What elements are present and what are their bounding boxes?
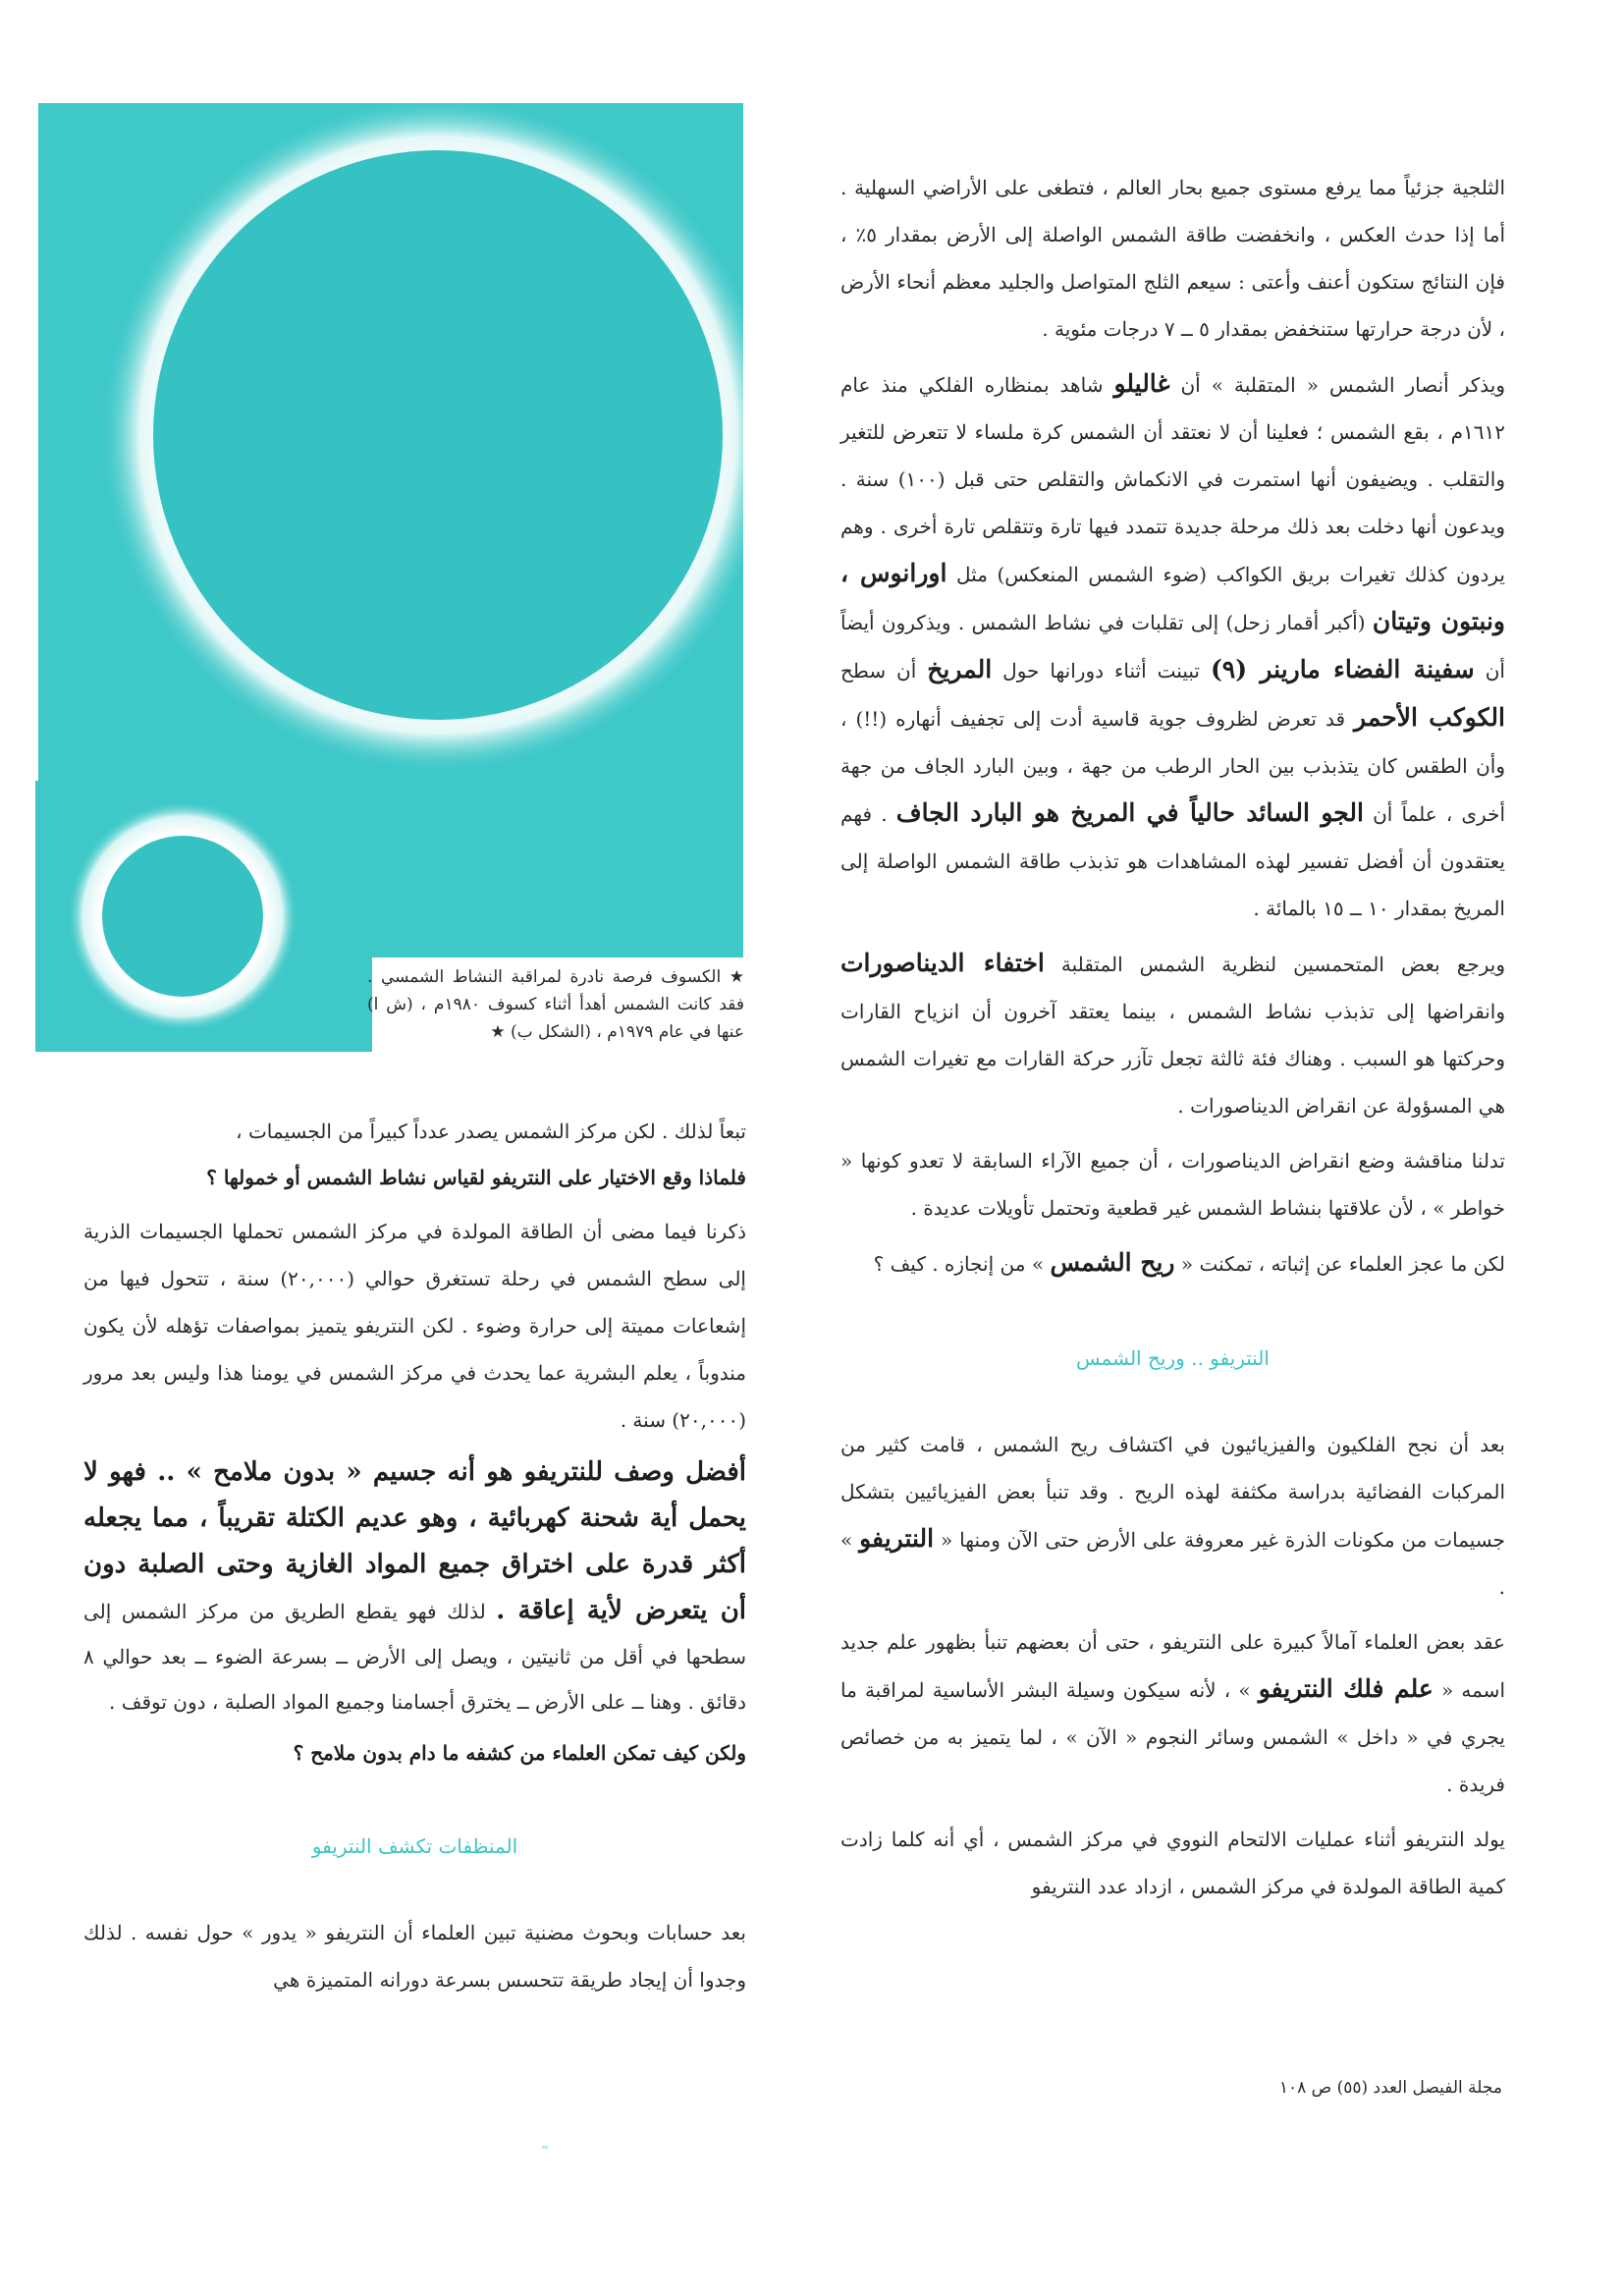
eclipse-photos <box>35 103 743 1056</box>
keyword-neutrino: النتريفو <box>859 1524 935 1553</box>
eclipse-figure <box>35 103 743 1056</box>
right-paragraph-2: ويذكر أنصار الشمس « المتقلبة » أن غاليلو شاهد بمنظاره الفلكي منذ عام ١٦١٢م ، بقع الشمس ؛ فعلينا أن لا نعتقد أن الشمس كرة ملساء لا تتعرض للتغير والتقلب . ويضيفون أنها استمرت في الانكماش والتقلص حتى قبل (١٠٠) سنة . ويدعون أنها دخلت بعد ذلك مرحلة جديدة تتمدد فيها تارة وتتقلص تارة أخرى . وهم يردون كذلك تغيرات بريق الكواكب (ضوء الشمس المنعكس) مثل اورانوس ، ونبتون وتيتان (أكبر أقمار زحل) إلى تقلبات في نشاط الشمس . ويذكرون أيضاً أن سفينة الفضاء مارينر (٩) تبينت أثناء دورانها حول المريخ أن سطح الكوكب الأحمر قد تعرض لظروف جوية قاسية أدت إلى تجفيف أنهاره (!!) ، وأن الطقس كان يتذبذب بين الحار الرطب من جهة ، وبين البارد الجاف من جهة أخرى ، علماً أن الجو السائد حالياً في المريخ هو البارد الجاف . فهم يعتقدون أن أفضل تفسير لهذه المشاهدات هو تذبذب طاقة الشمس الواصلة إلى المريخ بمقدار ١٠ ــ ١٥ بالمائة . <box>840 369 1506 920</box>
section-heading-detergents: المنظفات تكشف النتريفو <box>311 1834 518 1858</box>
left-paragraph-1: تبعاً لذلك . لكن مركز الشمس يصدر عدداً كبيراً من الجسيمات ، <box>236 1120 746 1143</box>
right-paragraph-5: لكن ما عجز العلماء عن إثباته ، تمكنت « ريح الشمس » من إنجازه . كيف ؟ <box>873 1248 1505 1277</box>
left-paragraph-3: أفضل وصف للنتريفو هو أنه جسيم « بدون ملامح » .. فهو لا يحمل أية شحنة كهربائية ، وهو عديم الكتلة تقريباً ، مما يجعله أكثر قدرة على اختراق جميع المواد الغازية وحتى الصلبة دون أن يتعرض لأية إعاقة . لذلك فهو يقطع الطريق من مركز الشمس إلى سطحها في أقل من ثانيتين ، ويصل إلى الأرض ــ بسرعة الضوء ــ بعد حوالي ٨ دقائق . وهنا ــ على الأرض ــ يخترق أجسامنا وجميع المواد الصلبة ، دون توقف . <box>83 1457 747 1714</box>
section-heading-neutrino-solar-wind: النتريفو .. وريح الشمس <box>1076 1346 1270 1370</box>
figure-caption: ★ الكسوف فرصة نادرة لمراقبة النشاط الشمسي . فقد كانت الشمس أهدأ أثناء كسوف ١٩٨٠م ، (ش ا) عنها في عام ١٩٧٩م ، (الشكل ب) ★ <box>367 967 744 1042</box>
left-question-1: فلماذا وقع الاختيار على النتريفو لقياس نشاط الشمس أو خمولها ؟ <box>206 1166 746 1189</box>
keyword-galileo: غاليلو <box>1113 369 1170 398</box>
right-column <box>840 164 1505 1910</box>
keyword-planets: اورانوس ، ونبتون وتيتان <box>840 559 1505 635</box>
page-footer: مجلة الفيصل العدد (٥٥) ص ١٠٨ <box>1278 2078 1502 2098</box>
left-paragraph-2: ذكرنا فيما مضى أن الطاقة المولدة في مركز الشمس تحملها الجسيمات الذرية إلى سطح الشمس في رحلة تستغرق حوالي (٢٠,٠٠٠) سنة ، تتحول فيها من إشعاعات مميتة إلى حرارة وضوء . لكن النتريفو يتميز بمواصفات تؤهله لأن يكون مندوباً ، يعلم البشرية عما يحدث في مركز الشمس في يومنا هذا وليس بعد مرور (٢٠,٠٠٠) سنة . <box>83 1220 746 1432</box>
right-paragraph-8: يولد النتريفو أثناء عمليات الالتحام النووي في مركز الشمس ، أي أنه كلما زادت كمية الطاقة المولدة في مركز الشمس ، ازداد عدد النتريفو <box>840 1828 1505 1898</box>
right-paragraph-3: ويرجع بعض المتحمسين لنظرية الشمس المتقلبة اختفاء الديناصورات وانقراضها إلى تذبذب نشاط الشمس ، بينما يعتقد آخرون أن انزياح القارات وحركتها هو السبب . وهناك فئة ثالثة تجعل تآزر حركة القارات مع تغيرات الشمس هي المسؤولة عن انقراض الديناصورات . <box>840 949 1505 1118</box>
keyword-mars-climate: الجو السائد حالياً في المريخ هو البارد الجاف <box>895 798 1364 827</box>
keyword-mars: المريخ <box>927 655 993 683</box>
right-paragraph-6: بعد أن نجح الفلكيون والفيزيائيون في اكتشاف ريح الشمس ، قامت كثير من المركبات الفضائية بدراسة مكثفة لهذه الريح . وقد تنبأ بعض الفيزيائيين بتشكل جسيمات من مكونات الذرة غير معروفة على الأرض حتى الآن ومنها « النتريفو » . <box>840 1433 1505 1599</box>
right-paragraph-1: الثلجية جزئياً مما يرفع مستوى جميع بحار العالم ، فتطغى على الأراضي السهلية . أما إذا حدث العكس ، وانخفضت طاقة الشمس الواصلة إلى الأرض بمقدار ٥٪ ، فإن النتائج ستكون أعنف وأعتى : سيعم الثلج المتواصل والجليد معظم أنحاء الأرض ، لأن درجة حرارتها ستنخفض بمقدار ٥ ــ ٧ درجات مئوية . <box>840 176 1506 341</box>
keyword-red-planet: الكوكب الأحمر <box>1354 703 1505 732</box>
left-column <box>83 1108 746 2003</box>
small-sun-disk <box>102 836 263 997</box>
keyword-mariner: سفينة الفضاء مارينر (٩) <box>1210 655 1475 683</box>
left-question-2: ولكن كيف تمكن العلماء من كشفه ما دام بدون ملامح ؟ <box>293 1741 746 1765</box>
keyword-dinosaurs: اختفاء الديناصورات <box>840 949 1045 977</box>
right-paragraph-4: تدلنا مناقشة وضع انقراض الديناصورات ، أن جميع الآراء السابقة لا تعدو كونها « خواطر » ، لأن علاقتها بنشاط الشمس غير قطعية وتحتمل تأويلات عديدة . <box>840 1149 1505 1220</box>
right-paragraph-7: عقد بعض العلماء آمالاً كبيرة على النتريفو ، حتى أن بعضهم تنبأ بظهور علم جديد اسمه « علم فلك النتريفو » ، لأنه سيكون وسيلة البشر الأساسية لمراقبة ما يجري في « داخل » الشمس وسائر النجوم « الآن » ، لما يتميز به من خصائص فريدة . <box>840 1630 1505 1796</box>
print-speck <box>542 2146 548 2149</box>
keyword-neutrino-astronomy: علم فلك النتريفو <box>1258 1674 1434 1703</box>
left-paragraph-5: بعد حسابات وبحوث مضنية تبين العلماء أن النتريفو « يدور » حول نفسه . لذلك وجدوا أن إيجاد طريقة تتحسس بسرعة دورانه المتميزة هي <box>83 1921 746 1992</box>
large-sun-disk <box>153 150 723 720</box>
keyword-solar-wind: ريح الشمس <box>1050 1248 1175 1277</box>
neutrino-description: أفضل وصف للنتريفو هو أنه جسيم « بدون ملامح » .. فهو لا يحمل أية شحنة كهربائية ، وهو عديم الكتلة تقريباً ، مما يجعله أكثر قدرة على اختراق جميع المواد الغازية وحتى الصلبة دون أن يتعرض لأية إعاقة . <box>83 1457 747 1625</box>
